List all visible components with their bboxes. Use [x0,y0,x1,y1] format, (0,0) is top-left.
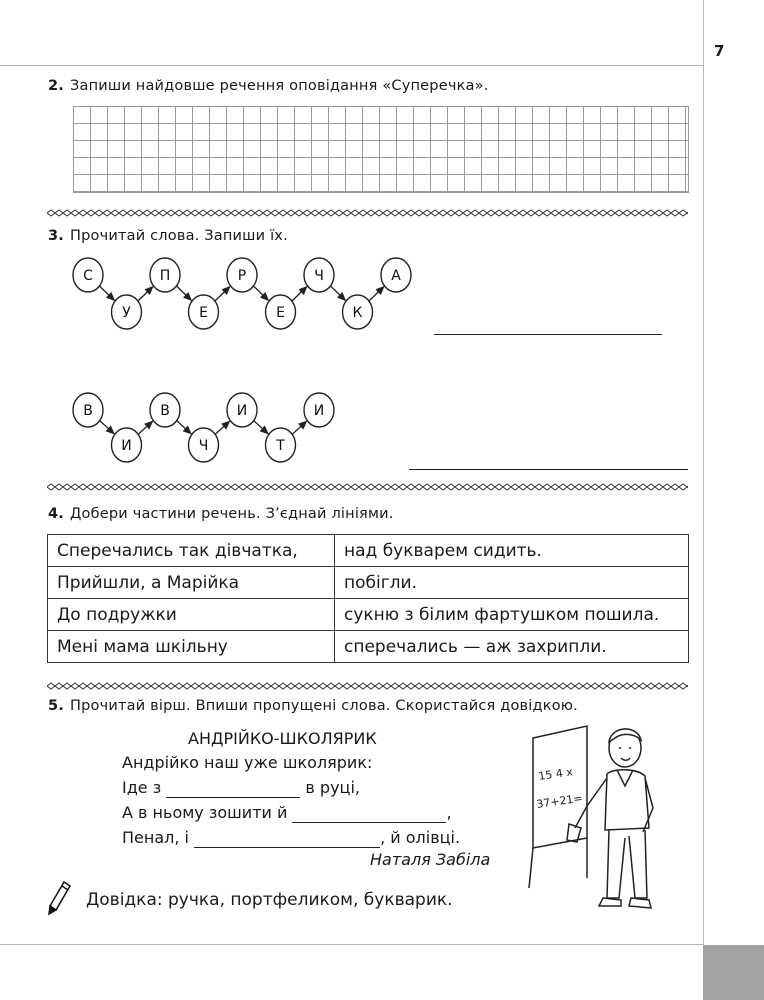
board-line-2: 37+21= [535,791,584,811]
writing-grid[interactable] [73,106,689,193]
poem-text: Іде з [122,778,162,797]
chain-arrow [330,285,345,300]
chain-letter: В [83,403,93,419]
task5-heading [48,698,578,714]
task5-number: 5. [48,698,64,714]
task4-text: Добери частини речень. З’єднай лініями. [70,506,394,522]
separator-2 [47,483,688,491]
table-row [48,567,689,599]
right-margin-rule [703,0,704,1000]
separator-1 [47,209,688,217]
page-corner-block [703,945,764,1000]
chain-letter: И [121,438,132,454]
right-part[interactable]: над букварем сидить. [335,535,689,567]
chain-arrow [137,287,152,302]
hint-text: Довідка: ручка, портфеликом, букварик. [86,890,453,910]
right-part[interactable]: сперечались — аж захрипли. [335,631,689,663]
matching-table [47,534,689,663]
boy-at-chalkboard-illustration [525,718,675,914]
chain-arrow [214,287,229,302]
chain-letter: П [159,268,171,284]
top-rule [0,65,703,66]
chain-letter: Ч [314,268,324,284]
task2-number: 2. [48,78,64,94]
chain-arrow [215,421,230,434]
right-part[interactable]: сукню з білим фартушком пошила. [335,599,689,631]
chain-letter: У [122,305,131,321]
poem-text: Андрійко наш уже школярик: [122,753,373,772]
poem-author: Наталя Забіла [370,850,491,869]
table-row [48,599,689,631]
poem-line-3 [122,803,452,823]
chain-letter: К [352,305,363,321]
chain-letter: С [83,268,93,284]
left-part[interactable]: Сперечались так дівчатка, [48,535,335,567]
left-part[interactable]: До подружки [48,599,335,631]
poem-text: Пенал, і [122,828,189,847]
letter-chain-2 [50,380,360,470]
task4-number: 4. [48,506,64,522]
task3-heading [48,228,288,244]
chain-arrow [292,421,307,434]
answer-line-2[interactable] [409,469,688,470]
chain-letter: И [313,403,325,419]
task4-heading [48,506,394,522]
board-line-1: 15 4 x [537,765,574,783]
letter-chain-1 [50,250,420,340]
chain-letter: А [391,268,401,284]
chain-arrow [99,420,114,433]
chain-arrow [291,287,306,302]
left-part[interactable]: Мені мама шкільну [48,631,335,663]
poem-text: , [446,803,452,822]
chain-letter: И [236,403,248,419]
blank-field[interactable] [292,803,446,823]
chain-letter: Р [237,268,247,284]
chain-letter: Т [276,438,285,454]
chain-arrow [99,285,114,300]
poem-title: АНДРІЙКО-ШКОЛЯРИК [188,729,377,748]
right-part[interactable]: побігли. [335,567,689,599]
table-row [48,631,689,663]
chain-letter: Ч [198,438,209,454]
chain-letter: В [160,403,170,419]
chain-arrow [253,420,268,433]
chain-arrow [176,420,191,433]
task3-text: Прочитай слова. Запиши їх. [70,228,288,244]
blank-field[interactable] [166,778,300,798]
chain-arrow [253,285,268,300]
chain-arrow [138,421,153,434]
poem-line-1 [122,753,372,772]
blank-field[interactable] [194,828,380,848]
chain-arrow [368,287,383,302]
poem-text: , й олівці. [380,828,461,847]
pencil-icon [46,880,72,916]
separator-3 [47,682,688,690]
poem-text: А в ньому зошити й [122,803,288,822]
task5-text: Прочитай вірш. Впиши пропущені слова. Скористайся довідкою. [70,698,578,714]
task2-text: Запиши найдовше речення оповідання «Суперечка». [70,78,489,94]
poem-line-4 [122,828,460,848]
poem-line-2 [122,778,360,798]
task2-heading [48,78,489,94]
poem-text: в руці, [305,778,360,797]
chain-letter: Е [276,305,285,321]
left-part[interactable]: Прийшли, а Марійка [48,567,335,599]
chain-arrow [176,285,191,300]
chain-letter: Е [199,305,208,321]
table-row [48,535,689,567]
answer-line-1[interactable] [434,334,662,335]
task3-number: 3. [48,228,64,244]
page-number: 7 [714,42,725,60]
bottom-rule [0,944,703,945]
